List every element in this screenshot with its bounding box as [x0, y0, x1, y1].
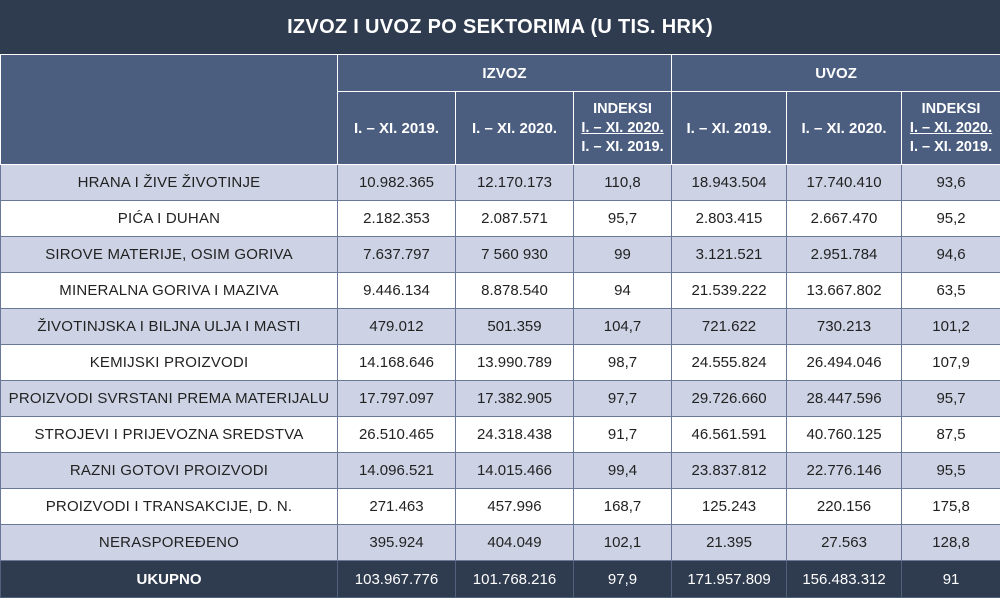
index-label: INDEKSI — [921, 100, 981, 117]
index-numerator: I. – XI. 2020. — [909, 119, 993, 136]
import-2020-value: 2.951.784 — [787, 237, 902, 273]
export-index-value: 110,8 — [574, 165, 672, 201]
export-2019-value: 26.510.465 — [338, 417, 456, 453]
total-import-2019: 171.957.809 — [672, 561, 787, 598]
export-2020-value: 2.087.571 — [456, 201, 574, 237]
sector-name: STROJEVI I PRIJEVOZNA SREDSTVA — [1, 417, 338, 453]
import-2019-value: 3.121.521 — [672, 237, 787, 273]
import-2020-value: 22.776.146 — [787, 453, 902, 489]
export-2019-value: 271.463 — [338, 489, 456, 525]
total-import-2020: 156.483.312 — [787, 561, 902, 598]
import-index-value: 101,2 — [902, 309, 1000, 345]
export-index-value: 91,7 — [574, 417, 672, 453]
table-row — [1, 201, 1000, 237]
export-2020-value: 24.318.438 — [456, 417, 574, 453]
table-row — [1, 165, 1000, 201]
import-2019-value: 21.539.222 — [672, 273, 787, 309]
import-2020-value: 220.156 — [787, 489, 902, 525]
sector-name: PROIZVODI SVRSTANI PREMA MATERIJALU — [1, 381, 338, 417]
export-2019-value: 14.168.646 — [338, 345, 456, 381]
import-2020-header: I. – XI. 2020. — [787, 92, 902, 165]
sector-name: SIROVE MATERIJE, OSIM GORIVA — [1, 237, 338, 273]
table-row — [1, 417, 1000, 453]
export-2020-value: 13.990.789 — [456, 345, 574, 381]
export-2019-value: 17.797.097 — [338, 381, 456, 417]
export-index-value: 95,7 — [574, 201, 672, 237]
table-row — [1, 381, 1000, 417]
export-2020-value: 457.996 — [456, 489, 574, 525]
table-body — [1, 165, 1000, 561]
import-2020-value: 40.760.125 — [787, 417, 902, 453]
export-index-value: 168,7 — [574, 489, 672, 525]
import-index-value: 95,5 — [902, 453, 1000, 489]
import-2019-value: 29.726.660 — [672, 381, 787, 417]
export-2019-value: 395.924 — [338, 525, 456, 561]
export-index-value: 99,4 — [574, 453, 672, 489]
sector-name: MINERALNA GORIVA I MAZIVA — [1, 273, 338, 309]
import-index-value: 107,9 — [902, 345, 1000, 381]
import-2019-value: 18.943.504 — [672, 165, 787, 201]
export-2020-value: 17.382.905 — [456, 381, 574, 417]
import-2019-value: 23.837.812 — [672, 453, 787, 489]
total-export-2019: 103.967.776 — [338, 561, 456, 598]
import-index-value: 87,5 — [902, 417, 1000, 453]
import-2020-value: 28.447.596 — [787, 381, 902, 417]
sector-name: PIĆA I DUHAN — [1, 201, 338, 237]
table-row — [1, 237, 1000, 273]
table-row — [1, 309, 1000, 345]
table-row — [1, 489, 1000, 525]
import-index-value: 63,5 — [902, 273, 1000, 309]
import-index-value: 128,8 — [902, 525, 1000, 561]
table-row — [1, 345, 1000, 381]
import-2020-value: 27.563 — [787, 525, 902, 561]
import-index-value: 95,2 — [902, 201, 1000, 237]
export-2019-value: 10.982.365 — [338, 165, 456, 201]
export-group-header: IZVOZ — [338, 55, 672, 92]
sector-trade-table — [0, 54, 1000, 598]
import-index-value: 93,6 — [902, 165, 1000, 201]
index-denominator: I. – XI. 2019. — [581, 138, 664, 155]
total-export-2020: 101.768.216 — [456, 561, 574, 598]
export-index-value: 104,7 — [574, 309, 672, 345]
import-2019-header: I. – XI. 2019. — [672, 92, 787, 165]
export-2019-value: 14.096.521 — [338, 453, 456, 489]
import-group-header: UVOZ — [672, 55, 1000, 92]
import-2020-value: 17.740.410 — [787, 165, 902, 201]
export-index-value: 94 — [574, 273, 672, 309]
import-2019-value: 125.243 — [672, 489, 787, 525]
sector-name: NERASPOREĐENO — [1, 525, 338, 561]
index-denominator: I. – XI. 2019. — [909, 138, 993, 155]
total-import-index: 91 — [902, 561, 1000, 598]
import-2019-value: 21.395 — [672, 525, 787, 561]
sector-name: HRANA I ŽIVE ŽIVOTINJE — [1, 165, 338, 201]
total-label: UKUPNO — [1, 561, 338, 598]
export-2020-value: 404.049 — [456, 525, 574, 561]
sector-header-cell — [1, 55, 338, 165]
import-2019-value: 721.622 — [672, 309, 787, 345]
import-2020-value: 26.494.046 — [787, 345, 902, 381]
total-row — [1, 561, 1000, 598]
sector-name: ŽIVOTINJSKA I BILJNA ULJA I MASTI — [1, 309, 338, 345]
export-2019-value: 9.446.134 — [338, 273, 456, 309]
export-2019-value: 479.012 — [338, 309, 456, 345]
import-index-value: 175,8 — [902, 489, 1000, 525]
import-2019-value: 24.555.824 — [672, 345, 787, 381]
export-2019-value: 2.182.353 — [338, 201, 456, 237]
index-numerator: I. – XI. 2020. — [581, 119, 664, 136]
export-index-header — [574, 92, 672, 165]
import-index-header — [902, 92, 1000, 165]
table-title: IZVOZ I UVOZ PO SEKTORIMA (U TIS. HRK) — [0, 0, 1000, 54]
export-2020-header: I. – XI. 2020. — [456, 92, 574, 165]
export-index-value: 102,1 — [574, 525, 672, 561]
total-export-index: 97,9 — [574, 561, 672, 598]
export-2020-value: 7 560 930 — [456, 237, 574, 273]
import-2019-value: 46.561.591 — [672, 417, 787, 453]
sector-name: KEMIJSKI PROIZVODI — [1, 345, 338, 381]
table-row — [1, 525, 1000, 561]
table-row — [1, 453, 1000, 489]
export-2019-header: I. – XI. 2019. — [338, 92, 456, 165]
import-2019-value: 2.803.415 — [672, 201, 787, 237]
import-2020-value: 730.213 — [787, 309, 902, 345]
export-2020-value: 501.359 — [456, 309, 574, 345]
import-2020-value: 2.667.470 — [787, 201, 902, 237]
index-label: INDEKSI — [593, 100, 652, 117]
export-2020-value: 14.015.466 — [456, 453, 574, 489]
import-index-value: 94,6 — [902, 237, 1000, 273]
export-2020-value: 12.170.173 — [456, 165, 574, 201]
import-index-value: 95,7 — [902, 381, 1000, 417]
table-row — [1, 273, 1000, 309]
export-2020-value: 8.878.540 — [456, 273, 574, 309]
export-index-value: 97,7 — [574, 381, 672, 417]
import-2020-value: 13.667.802 — [787, 273, 902, 309]
sector-name: PROIZVODI I TRANSAKCIJE, D. N. — [1, 489, 338, 525]
export-2019-value: 7.637.797 — [338, 237, 456, 273]
export-index-value: 99 — [574, 237, 672, 273]
export-index-value: 98,7 — [574, 345, 672, 381]
sector-name: RAZNI GOTOVI PROIZVODI — [1, 453, 338, 489]
